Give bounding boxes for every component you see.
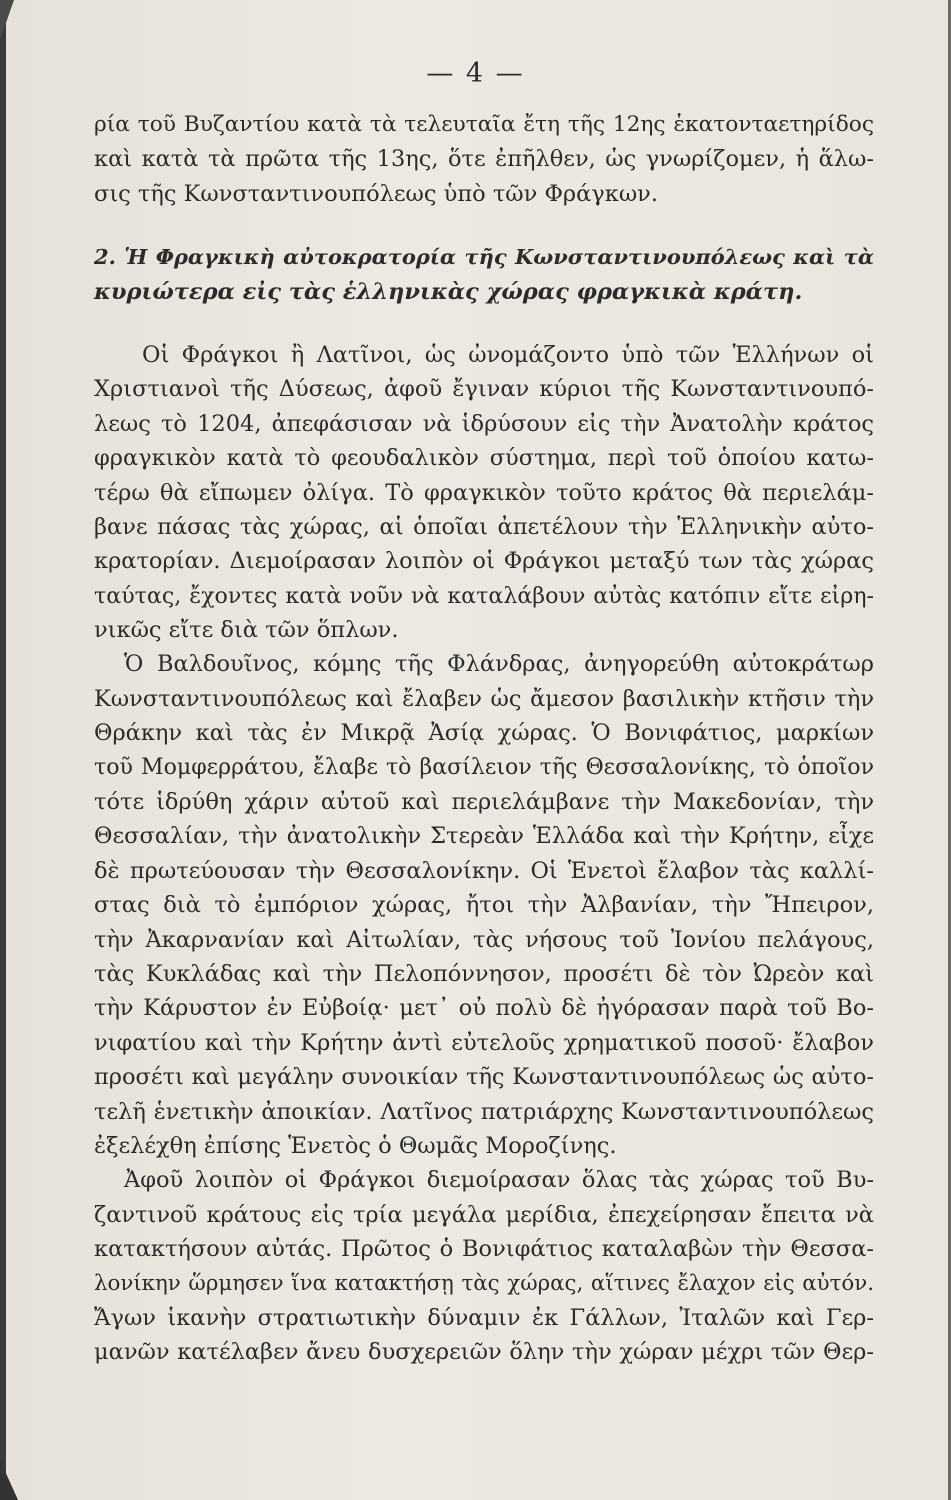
- text-line: λεως τὸ 1204, ἀπεφάσισαν νὰ ἱδρύσουν εἰς τὴν Ἀνατολὴν κράτος: [94, 410, 874, 437]
- page-left-edge-shadow: [0, 0, 6, 1500]
- heading-line: κυριώτερα εἰς τὰς ἑλληνικὰς χώρας φραγκικὰ κράτη.: [94, 278, 803, 305]
- text-line: τὴν Ἀκαρνανίαν καὶ Αἰτωλίαν, τὰς νήσους τοῦ Ἰονίου πελάγους,: [94, 926, 874, 953]
- text-line: σις τῆς Κωνσταντινουπόλεως ὑπὸ τῶν Φράγκων.: [94, 180, 658, 207]
- text-line: καὶ κατὰ τὰ πρῶτα τῆς 13ης, ὅτε ἐπῆλθεν, ὡς γνωρίζομεν, ἡ ἅλω-: [94, 146, 874, 173]
- text-line: ἐξελέχθη ἐπίσης Ἑνετὸς ὁ Θωμᾶς Μοροζίνης.: [94, 1132, 617, 1159]
- paragraph-4: [94, 1163, 874, 1369]
- text-line: φραγκικὸν κατὰ τὸ φεουδαλικὸν σύστημα, περὶ τοῦ ὁποίου κατω-: [94, 445, 874, 472]
- section-heading: [94, 240, 874, 309]
- page-corner-shadow-top: [0, 0, 14, 40]
- text-line: βανε πάσας τὰς χώρας, αἱ ὁποῖαι ἀπετέλουν τὴν Ἑλληνικὴν αὐτο-: [94, 513, 874, 540]
- text-line: Οἱ Φράγκοι ἢ Λατῖνοι, ὡς ὠνομάζοντο ὑπὸ τῶν Ἑλλήνων οἱ: [142, 341, 874, 368]
- text-line: ταύτας, ἔχοντες κατὰ νοῦν νὰ καταλάβουν αὐτὰς κατόπιν εἴτε εἰρη-: [94, 582, 874, 609]
- text-line: τὴν Κάρυστον ἐν Εὐβοίᾳ· μετ᾽ οὐ πολὺ δὲ ἠγόρασαν παρὰ τοῦ Βο-: [94, 995, 874, 1022]
- text-line: Χριστιανοὶ τῆς Δύσεως, ἀφοῦ ἔγιναν κύριοι τῆς Κωνσταντινουπό-: [94, 376, 874, 403]
- text-line: Ἀφοῦ λοιπὸν οἱ Φράγκοι διεμοίρασαν ὅλας τὰς χώρας τοῦ Βυ-: [124, 1167, 874, 1194]
- text-line: Κωνσταντινουπόλεως καὶ ἔλαβεν ὡς ἄμεσον βασιλικὴν κτῆσιν τὴν: [94, 685, 874, 712]
- text-line: ζαντινοῦ κράτους εἰς τρία μεγάλα μερίδια, ἐπεχείρησαν ἔπειτα νὰ: [94, 1201, 874, 1228]
- text-line: Θράκην καὶ τὰς ἐν Μικρᾷ Ἀσίᾳ χώρας. Ὁ Βονιφάτιος, μαρκίων: [94, 720, 874, 747]
- text-line: ρία τοῦ Βυζαντίου κατὰ τὰ τελευταῖα ἔτη τῆς 12ης ἑκατονταετηρίδος: [94, 112, 874, 137]
- paragraph-3: [94, 647, 874, 1163]
- text-line: κρατορίαν. Διεμοίρασαν λοιπὸν οἱ Φράγκοι μεταξύ των τὰς χώρας: [94, 548, 874, 575]
- paragraph-1: [94, 108, 874, 211]
- text-line: μανῶν κατέλαβεν ἄνευ δυσχερειῶν ὅλην τὴν χώραν μέχρι τῶν Θερ-: [94, 1339, 874, 1366]
- text-line: δὲ πρωτεύουσαν τὴν Θεσσαλονίκην. Οἱ Ἑνετοὶ ἔλαβον τὰς καλλί-: [94, 857, 874, 884]
- text-line: τοῦ Μομφερράτου, ἔλαβε τὸ βασίλειον τῆς Θεσσαλονίκης, τὸ ὁποῖον: [94, 754, 874, 780]
- text-line: Ὁ Βαλδουῖνος, κόμης τῆς Φλάνδρας, ἀνηγορεύθη αὐτοκράτωρ: [124, 651, 874, 678]
- text-line: τὰς Κυκλάδας καὶ τὴν Πελοπόννησον, προσέτι δὲ τὸν Ὠρεὸν καὶ: [94, 960, 874, 987]
- text-line: τότε ἱδρύθη χάριν αὐτοῦ καὶ περιελάμβανε τὴν Μακεδονίαν, τὴν: [94, 789, 874, 816]
- text-line: Θεσσαλίαν, τὴν ἀνατολικὴν Στερεὰν Ἑλλάδα καὶ τὴν Κρήτην, εἶχε: [94, 823, 874, 850]
- body-text: [94, 108, 874, 1370]
- text-line: νικῶς εἴτε διὰ τῶν ὅπλων.: [94, 617, 399, 644]
- text-line: λονίκην ὥρμησεν ἵνα κατακτήσῃ τὰς χώρας, αἵτινες ἔλαχον εἰς αὐτόν.: [94, 1270, 874, 1296]
- text-line: στας διὰ τὸ ἐμπόριον χώρας, ἤτοι τὴν Ἀλβανίαν, τὴν Ἤπειρον,: [94, 892, 874, 919]
- page-number: — 4 —: [426, 58, 525, 89]
- text-line: Ἄγων ἱκανὴν στρατιωτικὴν δύναμιν ἐκ Γάλλων, Ἰταλῶν καὶ Γερ-: [94, 1304, 874, 1331]
- page-corner-shadow-bottom: [0, 1460, 18, 1500]
- text-line: προσέτι καὶ μεγάλην συνοικίαν τῆς Κωνσταντινουπόλεως ὡς αὐτο-: [94, 1064, 874, 1091]
- paragraph-2: [94, 338, 874, 648]
- heading-line: 2. Ἡ Φραγκικὴ αὐτοκρατορία τῆς Κωνσταντινουπόλεως καὶ τὰ: [94, 244, 874, 270]
- text-line: κατακτήσουν αὐτάς. Πρῶτος ὁ Βονιφάτιος καταλαβὼν τὴν Θεσσα-: [94, 1236, 874, 1263]
- text-line: νιφατίου καὶ τὴν Κρήτην ἀντὶ εὐτελοῦς χρηματικοῦ ποσοῦ· ἔλαβον: [94, 1029, 874, 1056]
- text-line: τέρω θὰ εἴπωμεν ὀλίγα. Τὸ φραγκικὸν τοῦτο κράτος θὰ περιελάμ-: [94, 479, 874, 506]
- text-line: τελῆ ἑνετικὴν ἀποικίαν. Λατῖνος πατριάρχης Κωνσταντινουπόλεως: [94, 1098, 874, 1125]
